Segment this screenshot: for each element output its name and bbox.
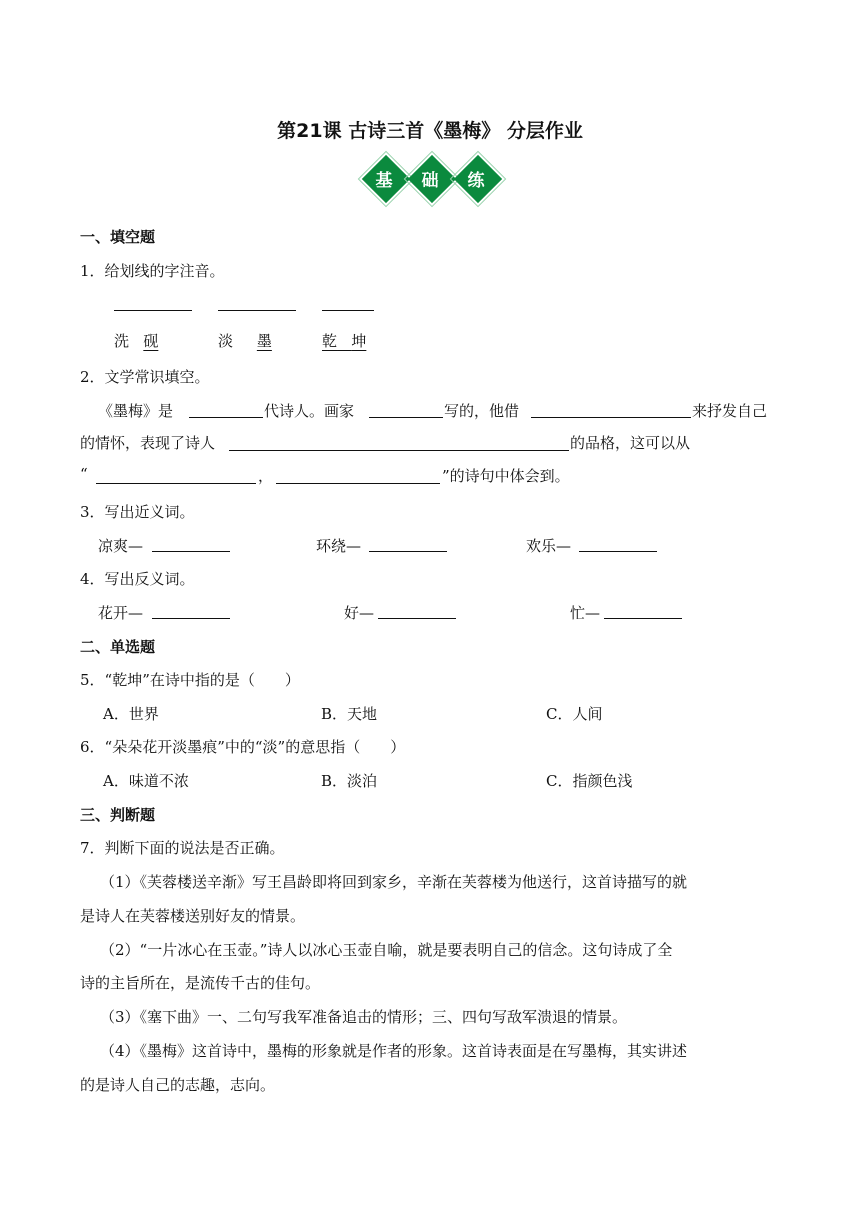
q2-text: 的情怀，表现了诗人 bbox=[80, 434, 216, 452]
question-2-stem: 2．文学常识填空。 bbox=[80, 368, 210, 386]
q2-text: ”的诗句中体会到。 bbox=[442, 467, 570, 485]
q4-word: 花开— bbox=[98, 604, 144, 622]
q6-option-c[interactable]: C．指颜色浅 bbox=[546, 772, 633, 790]
q2-text: 代诗人。画家 bbox=[264, 402, 355, 420]
answer-blank[interactable] bbox=[531, 417, 691, 418]
q1-word-1 bbox=[114, 330, 158, 351]
badge-char-2: 础 bbox=[421, 171, 439, 191]
answer-blank[interactable] bbox=[152, 618, 230, 619]
question-6-stem: 6．“朵朵花开淡墨痕”中的“淡”的意思指（ ） bbox=[80, 738, 406, 756]
q6-option-a[interactable]: A．味道不浓 bbox=[103, 772, 189, 790]
answer-blank[interactable] bbox=[378, 618, 456, 619]
section-heading-fill-blank: 一、填空题 bbox=[80, 228, 156, 246]
section-heading-single-choice: 二、单选题 bbox=[80, 638, 156, 656]
question-1-stem: 1．给划线的字注音。 bbox=[80, 262, 225, 280]
q3-word: 欢乐— bbox=[526, 537, 572, 555]
answer-blank[interactable] bbox=[114, 310, 192, 311]
answer-blank[interactable] bbox=[189, 417, 263, 418]
q7-statement-4: （4）《墨梅》这首诗中，墨梅的形象就是作者的形象。这首诗表面是在写墨梅，其实讲述 bbox=[100, 1042, 688, 1060]
q4-word: 忙— bbox=[570, 604, 601, 622]
q5-option-b[interactable]: B．天地 bbox=[321, 705, 378, 723]
question-4-stem: 4．写出反义词。 bbox=[80, 570, 195, 588]
q2-text: 《墨梅》是 bbox=[98, 402, 174, 420]
question-7-stem: 7．判断下面的说法是否正确。 bbox=[80, 839, 285, 857]
q2-text: 写的，他借 bbox=[444, 402, 520, 420]
answer-blank[interactable] bbox=[152, 551, 230, 552]
q6-option-b[interactable]: B．淡泊 bbox=[321, 772, 378, 790]
q7-statement-1: （1）《芙蓉楼送辛渐》写王昌龄即将回到家乡，辛渐在芙蓉楼为他送行，这首诗描写的就 bbox=[100, 873, 688, 891]
answer-blank[interactable] bbox=[369, 417, 443, 418]
q1-underlined-char: 墨 bbox=[256, 332, 272, 350]
answer-blank[interactable] bbox=[96, 483, 256, 484]
q1-char: 淡 bbox=[218, 332, 234, 350]
q1-char: 洗 bbox=[114, 332, 130, 350]
basic-practice-badge bbox=[362, 158, 502, 204]
q7-statement-2: （2）“一片冰心在玉壶。”诗人以冰心玉壶自喻，就是要表明自己的信念。这句诗成了全 bbox=[100, 941, 673, 959]
answer-blank[interactable] bbox=[579, 551, 657, 552]
q7-statement-3: （3）《塞下曲》一、二句写我军准备追击的情形；三、四句写敌军溃退的情景。 bbox=[100, 1008, 628, 1026]
question-5-stem: 5．“乾坤”在诗中指的是（ ） bbox=[80, 671, 300, 689]
q2-text: 的品格，这可以从 bbox=[570, 434, 691, 452]
answer-blank[interactable] bbox=[369, 551, 447, 552]
answer-blank[interactable] bbox=[322, 310, 374, 311]
answer-blank[interactable] bbox=[218, 310, 296, 311]
q1-underlined-char: 砚 bbox=[143, 332, 159, 350]
q5-option-a[interactable]: A．世界 bbox=[103, 705, 159, 723]
q2-text: “ bbox=[80, 465, 88, 483]
q1-word-3 bbox=[322, 330, 366, 351]
badge-char-1: 基 bbox=[375, 171, 393, 191]
q7-statement-4-cont: 的是诗人自己的志趣，志向。 bbox=[80, 1076, 276, 1094]
q1-underlined-char: 坤 bbox=[351, 332, 367, 350]
question-3-stem: 3．写出近义词。 bbox=[80, 503, 195, 521]
q2-text: 来抒发自己 bbox=[692, 402, 768, 420]
badge-char-3: 练 bbox=[467, 171, 485, 191]
q3-word: 环绕— bbox=[316, 537, 362, 555]
q1-word-2 bbox=[218, 330, 272, 351]
answer-blank[interactable] bbox=[276, 483, 440, 484]
answer-blank[interactable] bbox=[604, 618, 682, 619]
answer-blank[interactable] bbox=[229, 450, 569, 451]
section-heading-true-false: 三、判断题 bbox=[80, 806, 156, 824]
q7-statement-1-cont: 是诗人在芙蓉楼送别好友的情景。 bbox=[80, 907, 306, 925]
q5-option-c[interactable]: C．人间 bbox=[546, 705, 603, 723]
q4-word: 好— bbox=[344, 604, 375, 622]
q3-word: 凉爽— bbox=[98, 537, 144, 555]
page-title: 第21课 古诗三首《墨梅》 分层作业 bbox=[277, 120, 583, 142]
q7-statement-2-cont: 诗的主旨所在，是流传千古的佳句。 bbox=[80, 974, 321, 992]
q2-text: ， bbox=[258, 467, 274, 485]
q1-underlined-char: 乾 bbox=[322, 332, 338, 350]
